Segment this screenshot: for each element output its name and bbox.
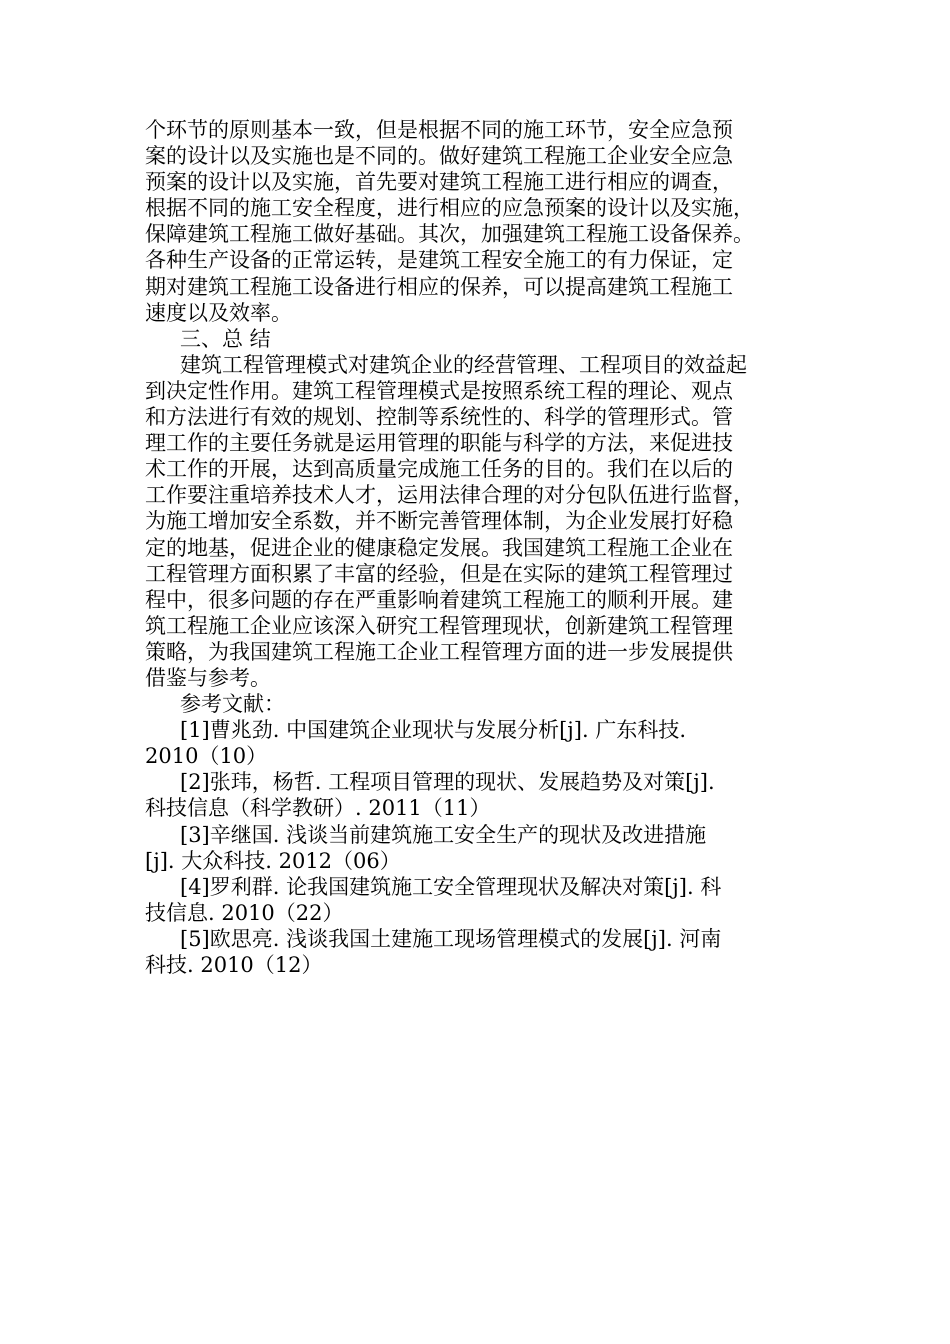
reference-item: [1]曹兆劲. 中国建筑企业现状与发展分析[j]. 广东科技. — [180, 718, 687, 743]
body-text — [145, 117, 785, 978]
reference-item: [3]辛继国. 浅谈当前建筑施工安全生产的现状及改进措施 — [180, 822, 707, 847]
paragraph-line: 预案的设计以及实施，首先要对建筑工程施工进行相应的调查， — [145, 170, 733, 195]
paragraph-line: 速度以及效率。 — [145, 300, 292, 325]
paragraph-line: 案的设计以及实施也是不同的。做好建筑工程施工企业安全应急 — [145, 144, 733, 169]
summary-line: 工程管理方面积累了丰富的经验，但是在实际的建筑工程管理过 — [145, 561, 733, 586]
reference-item-continued: 2010（10） — [145, 744, 268, 769]
paragraph-line: 根据不同的施工安全程度，进行相应的应急预案的设计以及实施， — [145, 196, 754, 221]
summary-line: 为施工增加安全系数，并不断完善管理体制，为企业发展打好稳 — [145, 509, 733, 534]
summary-line: 工作要注重培养技术人才，运用法律合理的对分包队伍进行监督， — [145, 483, 754, 508]
paragraph-line: 期对建筑工程施工设备进行相应的保养，可以提高建筑工程施工 — [145, 274, 733, 299]
summary-line: 到决定性作用。建筑工程管理模式是按照系统工程的理论、观点 — [145, 378, 733, 403]
paragraph-line: 个环节的原则基本一致，但是根据不同的施工环节，安全应急预 — [145, 118, 733, 142]
reference-item: [4]罗利群. 论我国建筑施工安全管理现状及解决对策[j]. 科 — [180, 874, 722, 899]
paragraph-line: 各种生产设备的正常运转，是建筑工程安全施工的有力保证，定 — [145, 248, 733, 273]
reference-item-continued: 科技. 2010（12） — [145, 953, 323, 977]
summary-line: 程中，很多问题的存在严重影响着建筑工程施工的顺利开展。建 — [145, 587, 733, 612]
section-heading: 三、总 结 — [180, 326, 271, 351]
references-label: 参考文献： — [180, 692, 285, 717]
reference-item-continued: 科技信息（科学教研）. 2011（11） — [145, 796, 491, 821]
summary-line: 定的地基，促进企业的健康稳定发展。我国建筑工程施工企业在 — [145, 535, 733, 560]
summary-line: 筑工程施工企业应该深入研究工程管理现状，创新建筑工程管理 — [145, 613, 733, 638]
summary-line: 和方法进行有效的规划、控制等系统性的、科学的管理形式。管 — [145, 405, 733, 430]
reference-item: [5]欧思亮. 浅谈我国土建施工现场管理模式的发展[j]. 河南 — [180, 926, 722, 951]
summary-line: 理工作的主要任务就是运用管理的职能与科学的方法，来促进技 — [145, 431, 733, 456]
reference-item-continued: [j]. 大众科技. 2012（06） — [145, 848, 401, 873]
summary-line: 策略，为我国建筑工程施工企业工程管理方面的进一步发展提供 — [145, 639, 733, 664]
reference-item-continued: 技信息. 2010（22） — [145, 900, 344, 925]
summary-line: 借鉴与参考。 — [145, 665, 271, 690]
paragraph-line: 保障建筑工程施工做好基础。其次，加强建筑工程施工设备保养。 — [145, 222, 754, 247]
reference-item: [2]张玮，杨哲. 工程项目管理的现状、发展趋势及对策[j]. — [180, 770, 715, 795]
summary-line: 术工作的开展，达到高质量完成施工任务的目的。我们在以后的 — [145, 457, 733, 482]
summary-line: 建筑工程管理模式对建筑企业的经营管理、工程项目的效益起 — [180, 352, 747, 377]
